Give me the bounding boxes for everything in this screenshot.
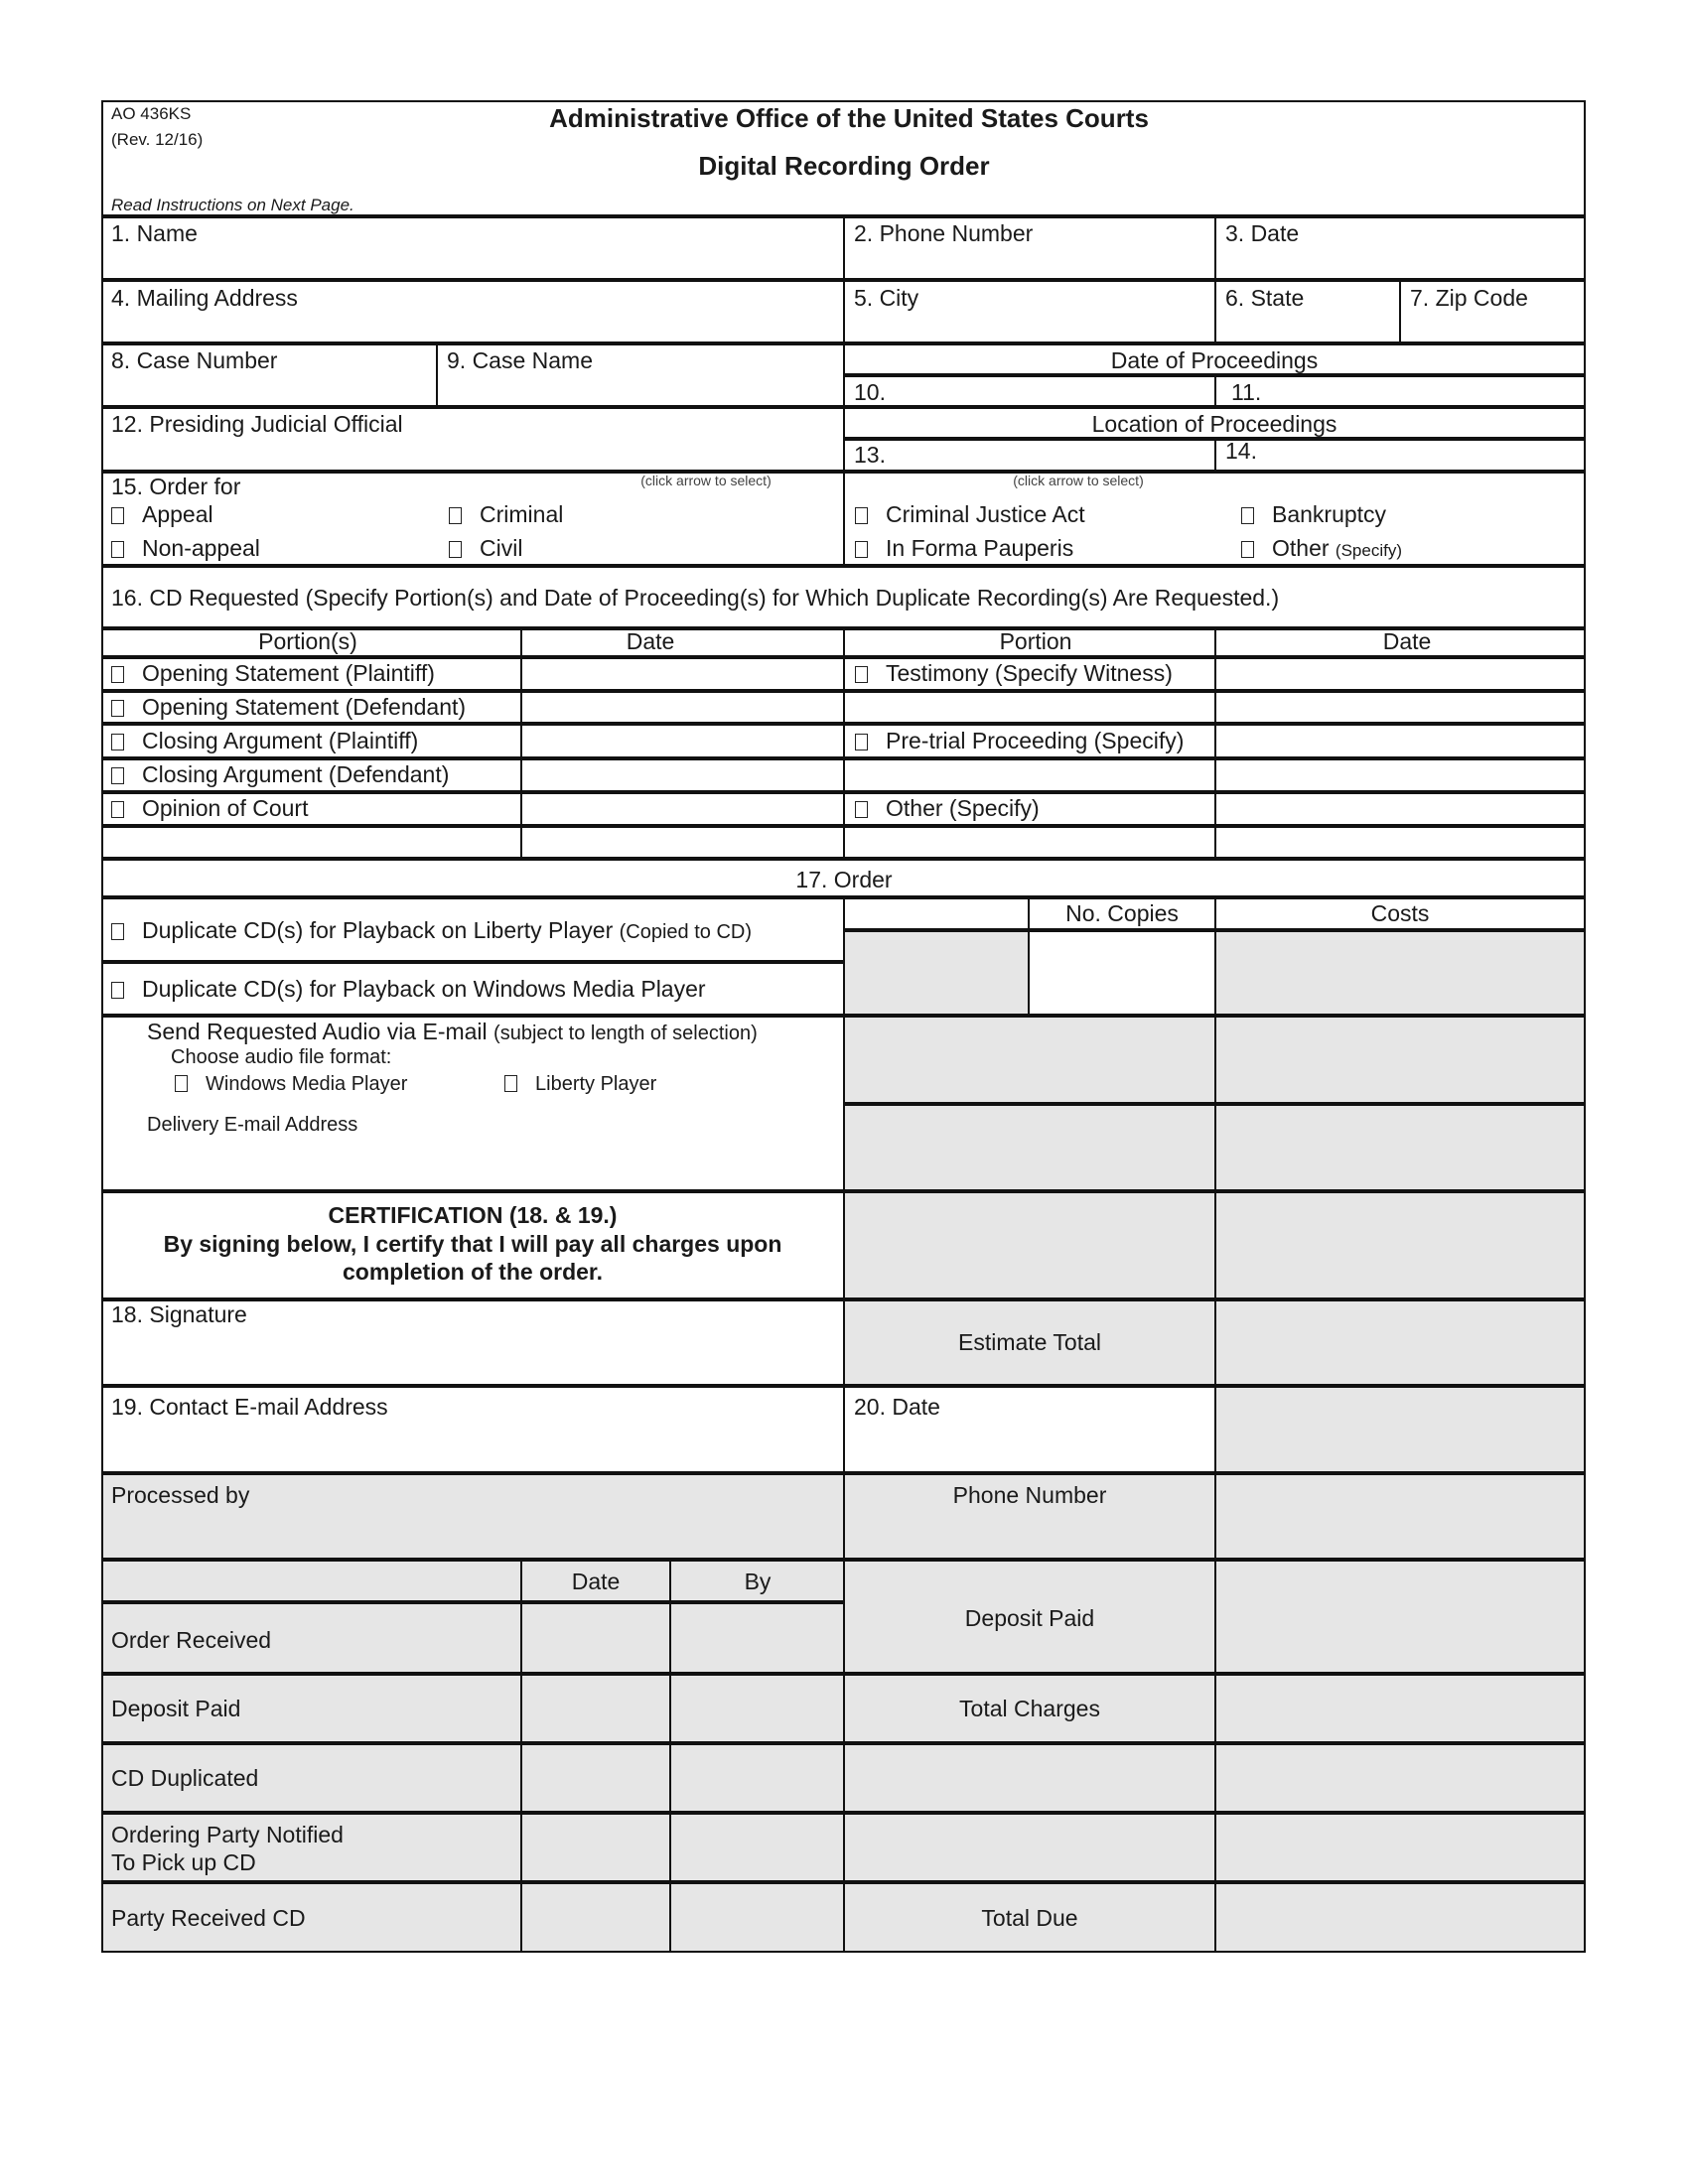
certification-title: CERTIFICATION (18. & 19.) xyxy=(328,1202,618,1228)
option-label: Appeal xyxy=(142,501,213,527)
checkbox-closing-defendant[interactable] xyxy=(111,761,449,787)
case-name-field[interactable]: 9. Case Name xyxy=(447,347,594,373)
col-header-portion: Portion xyxy=(999,628,1072,654)
select-hint-1: (click arrow to select) xyxy=(640,473,772,488)
office-by-header: By xyxy=(744,1569,772,1594)
total-charges-label: Total Charges xyxy=(959,1696,1100,1721)
item-label: Closing Argument (Defendant) xyxy=(142,761,450,787)
checkbox-icon xyxy=(855,666,868,683)
party-received-label: Party Received CD xyxy=(111,1905,306,1931)
rule-line xyxy=(101,960,844,964)
location-13[interactable]: 13. xyxy=(854,442,886,468)
rule-line xyxy=(1399,280,1401,343)
state-field[interactable]: 6. State xyxy=(1225,285,1305,311)
format-label: Choose audio file format: xyxy=(171,1046,392,1068)
form-revision: (Rev. 12/16) xyxy=(111,130,204,149)
office-date-header: Date xyxy=(571,1569,621,1594)
deposit-paid-right-label: Deposit Paid xyxy=(964,1605,1095,1631)
checkbox-opening-plaintiff[interactable] xyxy=(111,660,435,686)
phone-field[interactable]: 2. Phone Number xyxy=(854,220,1034,246)
proceeding-date-10[interactable]: 10. xyxy=(854,379,886,405)
checkbox-icon xyxy=(449,507,462,524)
item-label: Other (Specify) xyxy=(886,795,1040,821)
checkbox-icon xyxy=(111,541,124,558)
zip-field[interactable]: 7. Zip Code xyxy=(1410,285,1528,311)
option-label: Civil xyxy=(480,535,523,561)
checkbox-other[interactable] xyxy=(1241,535,1402,561)
form-id: AO 436KS xyxy=(111,104,192,123)
rule-line xyxy=(520,628,522,859)
select-hint-2: (click arrow to select) xyxy=(1013,473,1144,488)
item-label: Closing Argument (Plaintiff) xyxy=(142,728,419,753)
rule-line xyxy=(101,1600,844,1604)
checkbox-icon xyxy=(111,982,124,999)
checkbox-icon xyxy=(855,541,868,558)
checkbox-icon xyxy=(111,801,124,818)
costs-header: Costs xyxy=(1370,900,1430,926)
checkbox-opinion[interactable] xyxy=(111,795,308,821)
date-of-proceedings-label: Date of Proceedings xyxy=(1110,347,1319,373)
item-label: Opening Statement (Plaintiff) xyxy=(142,660,435,686)
checkbox-other-portion[interactable] xyxy=(855,795,1040,821)
checkbox-appeal[interactable] xyxy=(111,501,213,527)
form-title: Digital Recording Order xyxy=(698,151,990,181)
item-label: Liberty Player xyxy=(535,1073,657,1095)
order-for-label: 15. Order for xyxy=(111,474,241,499)
estimate-total-label: Estimate Total xyxy=(957,1329,1102,1355)
checkbox-format-liberty[interactable] xyxy=(504,1071,656,1097)
checkbox-opening-defendant[interactable] xyxy=(111,694,466,720)
case-number-field[interactable]: 8. Case Number xyxy=(111,347,278,373)
date-20-field[interactable]: 20. Date xyxy=(854,1394,940,1420)
other-note: (Specify) xyxy=(1335,541,1402,560)
option-label: Criminal xyxy=(480,501,564,527)
item-label: Duplicate CD(s) for Playback on Liberty Player xyxy=(142,917,614,943)
checkbox-icon xyxy=(175,1075,188,1092)
checkbox-criminal[interactable] xyxy=(449,501,563,527)
checkbox-icon xyxy=(111,923,124,940)
deposit-paid-label: Deposit Paid xyxy=(111,1696,241,1721)
option-label: Non-appeal xyxy=(142,535,260,561)
checkbox-format-wmp[interactable] xyxy=(175,1071,407,1097)
col-header-date: Date xyxy=(626,628,675,654)
rule-line xyxy=(843,628,845,859)
option-label: Bankruptcy xyxy=(1272,501,1387,527)
option-label: Other xyxy=(1272,535,1330,561)
checkbox-icon xyxy=(449,541,462,558)
checkbox-icon xyxy=(111,666,124,683)
rule-line xyxy=(1028,897,1030,1016)
office-phone-label: Phone Number xyxy=(952,1482,1107,1508)
order-label: 17. Order xyxy=(795,867,893,892)
contact-email-field[interactable]: 19. Contact E-mail Address xyxy=(111,1394,388,1420)
rule-line xyxy=(1214,216,1216,343)
rule-line xyxy=(520,1560,522,1953)
email-note: (subject to length of selection) xyxy=(493,1023,758,1044)
party-notified-label: Ordering Party Notified xyxy=(111,1822,344,1847)
item-label: Opening Statement (Defendant) xyxy=(142,694,467,720)
rule-line xyxy=(1214,628,1216,859)
option-label: Criminal Justice Act xyxy=(886,501,1085,527)
cd-duplicated-label: CD Duplicated xyxy=(111,1765,259,1791)
delivery-email-field[interactable]: Delivery E-mail Address xyxy=(147,1114,358,1136)
name-field[interactable]: 1. Name xyxy=(111,220,198,246)
checkbox-icon xyxy=(855,801,868,818)
rule-line xyxy=(1214,897,1216,1953)
checkbox-cja[interactable] xyxy=(855,501,1085,527)
checkbox-icon xyxy=(111,507,124,524)
checkbox-icon xyxy=(111,767,124,784)
rule-line xyxy=(843,897,845,1953)
checkbox-testimony[interactable] xyxy=(855,660,1173,686)
rule-line xyxy=(1214,375,1216,407)
checkbox-icon xyxy=(1241,507,1254,524)
rule-line xyxy=(1214,439,1216,472)
checkbox-wmp-cd[interactable] xyxy=(111,976,706,1002)
checkbox-icon xyxy=(504,1075,517,1092)
email-audio-label xyxy=(147,1019,758,1046)
rule-line xyxy=(436,343,438,407)
checkbox-liberty-cd[interactable] xyxy=(111,917,752,945)
item-label: Duplicate CD(s) for Playback on Windows Media Player xyxy=(142,976,706,1002)
total-due-label: Total Due xyxy=(981,1905,1078,1931)
rule-line xyxy=(843,216,845,566)
signature-field[interactable]: 18. Signature xyxy=(111,1301,247,1327)
checkbox-civil[interactable] xyxy=(449,535,522,561)
party-notified-label-2: To Pick up CD xyxy=(111,1849,256,1875)
city-field[interactable]: 5. City xyxy=(854,285,919,311)
presiding-official-field[interactable]: 12. Presiding Judicial Official xyxy=(111,411,403,437)
certification-line-1: By signing below, I certify that I will pay all charges upon xyxy=(163,1231,782,1257)
col-header-date-2: Date xyxy=(1382,628,1432,654)
checkbox-bankruptcy[interactable] xyxy=(1241,501,1386,527)
instructions-note: Read Instructions on Next Page. xyxy=(111,196,354,214)
item-label: Windows Media Player xyxy=(206,1073,408,1095)
checkbox-non-appeal[interactable] xyxy=(111,535,260,561)
checkbox-ifp[interactable] xyxy=(855,535,1073,561)
checkbox-icon xyxy=(111,734,124,751)
checkbox-icon xyxy=(1241,541,1254,558)
checkbox-icon xyxy=(855,734,868,751)
liberty-note: (Copied to CD) xyxy=(619,921,753,943)
item-label: Testimony (Specify Witness) xyxy=(886,660,1173,686)
location-of-proceedings-label: Location of Proceedings xyxy=(1091,411,1337,437)
col-header-portions: Portion(s) xyxy=(258,628,357,654)
proceeding-date-11[interactable]: 11. xyxy=(1231,379,1262,405)
address-field[interactable]: 4. Mailing Address xyxy=(111,285,298,311)
rule-line xyxy=(669,1560,671,1953)
item-label: Pre-trial Proceeding (Specify) xyxy=(886,728,1185,753)
email-label: Send Requested Audio via E-mail xyxy=(147,1019,488,1044)
date-field[interactable]: 3. Date xyxy=(1225,220,1300,246)
cd-requested-label: 16. CD Requested (Specify Portion(s) and Date of Proceeding(s) for Which Duplicate Recording(s) Are Requested.) xyxy=(111,585,1280,611)
checkbox-pretrial[interactable] xyxy=(855,728,1184,753)
checkbox-icon xyxy=(855,507,868,524)
checkbox-icon xyxy=(111,700,124,717)
processed-by-label: Processed by xyxy=(111,1482,250,1508)
no-copies-header: No. Copies xyxy=(1065,900,1179,926)
order-received-label: Order Received xyxy=(111,1627,272,1653)
certification-line-2: completion of the order. xyxy=(343,1259,603,1285)
checkbox-closing-plaintiff[interactable] xyxy=(111,728,418,753)
agency-title: Administrative Office of the United States Courts xyxy=(549,103,1149,133)
location-14[interactable]: 14. xyxy=(1225,438,1257,464)
option-label: In Forma Pauperis xyxy=(886,535,1074,561)
item-label: Opinion of Court xyxy=(142,795,309,821)
